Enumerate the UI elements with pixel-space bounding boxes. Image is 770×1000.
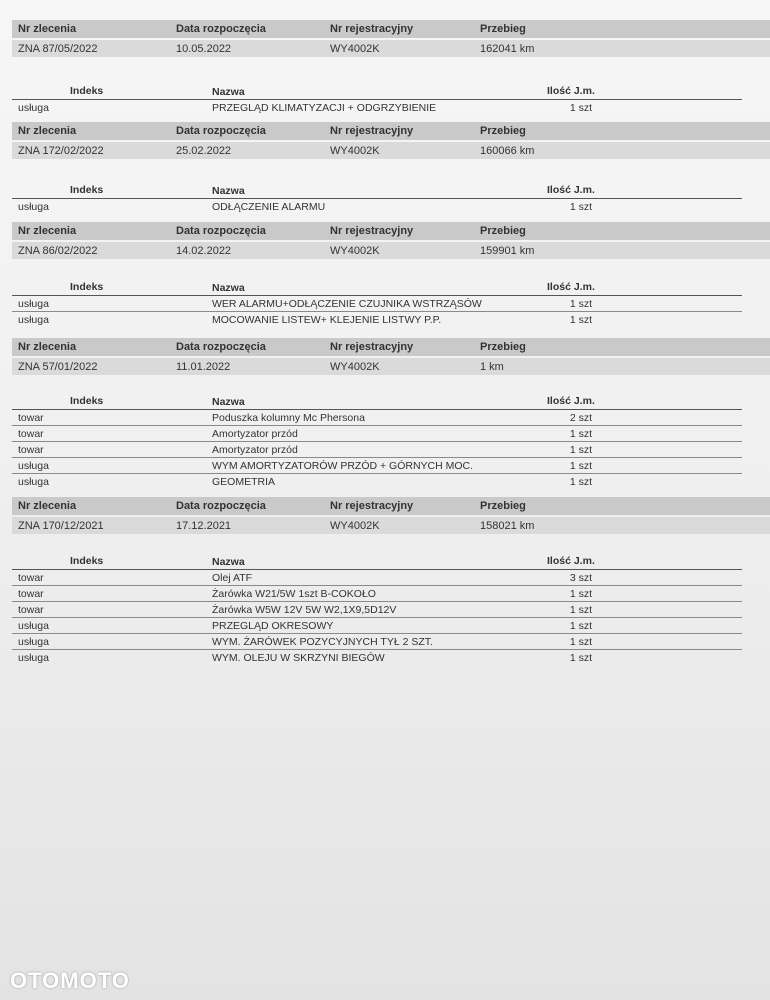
item-index: towar — [18, 588, 44, 600]
order-start-date: 25.02.2022 — [176, 145, 232, 157]
order-start-date: 10.05.2022 — [176, 43, 232, 55]
label-name: Nazwa — [212, 556, 245, 568]
label-name: Nazwa — [212, 282, 245, 294]
label-mileage: Przebieg — [480, 225, 526, 237]
order-mileage: 158021 km — [480, 520, 535, 532]
order-header-values — [12, 517, 770, 534]
order-header-labels — [12, 20, 770, 38]
item-name: PRZEGLĄD OKRESOWY — [212, 620, 334, 632]
label-start-date: Data rozpoczęcia — [176, 225, 266, 237]
item-index: usługa — [18, 460, 49, 472]
item-qty: 1 szt — [569, 636, 592, 648]
item-index: usługa — [18, 298, 49, 310]
table-row — [12, 586, 742, 602]
label-index: Indeks — [70, 184, 104, 196]
items-table — [12, 84, 742, 115]
item-index: usługa — [18, 476, 49, 488]
item-index: towar — [18, 428, 44, 440]
order-header-values — [12, 40, 770, 57]
item-name: Poduszka kolumny Mc Phersona — [212, 412, 365, 424]
item-qty: 1 szt — [569, 428, 592, 440]
item-qty: 1 szt — [569, 314, 592, 326]
item-name: Amortyzator przód — [212, 444, 298, 456]
item-qty: 1 szt — [569, 588, 592, 600]
label-reg-no: Nr rejestracyjny — [330, 500, 414, 512]
order-header-block — [12, 222, 770, 259]
label-order-no: Nr zlecenia — [18, 341, 77, 353]
order-mileage: 159901 km — [480, 245, 535, 257]
item-qty: 1 szt — [569, 298, 592, 310]
order-header-block — [12, 338, 770, 375]
order-header-values — [12, 358, 770, 375]
item-qty: 1 szt — [569, 620, 592, 632]
item-qty: 2 szt — [569, 412, 592, 424]
items-header — [12, 280, 742, 296]
watermark-logo: OTOMOTO — [10, 968, 130, 993]
table-row — [12, 650, 742, 665]
label-qty-unit: Ilość J.m. — [547, 555, 595, 567]
order-mileage: 162041 km — [480, 43, 535, 55]
label-qty-unit: Ilość J.m. — [547, 85, 595, 97]
item-qty: 1 szt — [569, 604, 592, 616]
item-index: usługa — [18, 314, 49, 326]
label-start-date: Data rozpoczęcia — [176, 125, 266, 137]
table-row — [12, 442, 742, 458]
table-row — [12, 312, 742, 327]
order-header-labels — [12, 497, 770, 515]
item-name: GEOMETRIA — [212, 476, 276, 488]
label-name: Nazwa — [212, 86, 245, 98]
table-row — [12, 410, 742, 426]
table-row — [12, 570, 742, 586]
item-name: WYM. ŻARÓWEK POZYCYJNYCH TYŁ 2 SZT. — [212, 636, 433, 648]
order-start-date: 14.02.2022 — [176, 245, 232, 257]
item-index: usługa — [18, 636, 49, 648]
item-index: towar — [18, 412, 44, 424]
item-index: usługa — [18, 620, 49, 632]
label-index: Indeks — [70, 281, 104, 293]
label-qty-unit: Ilość J.m. — [547, 184, 595, 196]
order-header-labels — [12, 338, 770, 356]
item-index: towar — [18, 444, 44, 456]
item-name: WER ALARMU+ODŁĄCZENIE CZUJNIKA WSTRZĄSÓW — [212, 298, 482, 310]
label-mileage: Przebieg — [480, 23, 526, 35]
label-reg-no: Nr rejestracyjny — [330, 225, 414, 237]
label-index: Indeks — [70, 85, 104, 97]
items-header — [12, 84, 742, 100]
table-row — [12, 474, 742, 489]
label-qty-unit: Ilość J.m. — [547, 281, 595, 293]
table-row — [12, 296, 742, 312]
label-order-no: Nr zlecenia — [18, 225, 77, 237]
item-qty: 1 szt — [569, 460, 592, 472]
order-reg-no: WY4002K — [330, 245, 380, 257]
order-reg-no: WY4002K — [330, 520, 380, 532]
table-row — [12, 458, 742, 474]
label-order-no: Nr zlecenia — [18, 23, 77, 35]
label-start-date: Data rozpoczęcia — [176, 23, 266, 35]
order-header-block — [12, 20, 770, 57]
item-name: WYM. OLEJU W SKRZYNI BIEGÓW — [212, 652, 385, 664]
label-name: Nazwa — [212, 396, 245, 408]
order-reg-no: WY4002K — [330, 43, 380, 55]
items-header — [12, 394, 742, 410]
item-name: Amortyzator przód — [212, 428, 298, 440]
label-reg-no: Nr rejestracyjny — [330, 125, 414, 137]
label-name: Nazwa — [212, 185, 245, 197]
item-name: ODŁĄCZENIE ALARMU — [212, 201, 326, 213]
order-reg-no: WY4002K — [330, 361, 380, 373]
label-reg-no: Nr rejestracyjny — [330, 341, 414, 353]
item-qty: 3 szt — [569, 572, 592, 584]
item-index: towar — [18, 604, 44, 616]
label-mileage: Przebieg — [480, 500, 526, 512]
label-index: Indeks — [70, 555, 104, 567]
items-header — [12, 554, 742, 570]
order-header-block — [12, 497, 770, 534]
order-start-date: 17.12.2021 — [176, 520, 232, 532]
item-qty: 1 szt — [569, 476, 592, 488]
items-table — [12, 554, 742, 665]
order-mileage: 160066 km — [480, 145, 535, 157]
label-order-no: Nr zlecenia — [18, 125, 77, 137]
order-header-labels — [12, 122, 770, 140]
order-reg-no: WY4002K — [330, 145, 380, 157]
item-name: PRZEGLĄD KLIMATYZACJI + ODGRZYBIENIE — [212, 102, 437, 114]
item-qty: 1 szt — [569, 444, 592, 456]
item-index: usługa — [18, 201, 49, 213]
order-header-values — [12, 242, 770, 259]
item-name: WYM AMORTYZATORÓW PRZÓD + GÓRNYCH MOC. — [212, 460, 474, 472]
order-header-block — [12, 122, 770, 159]
label-reg-no: Nr rejestracyjny — [330, 23, 414, 35]
table-row — [12, 199, 742, 214]
label-order-no: Nr zlecenia — [18, 500, 77, 512]
item-qty: 1 szt — [569, 652, 592, 664]
items-table — [12, 183, 742, 214]
table-row — [12, 426, 742, 442]
order-number: ZNA 57/01/2022 — [18, 361, 98, 373]
table-row — [12, 634, 742, 650]
order-number: ZNA 170/12/2021 — [18, 520, 104, 532]
order-header-values — [12, 142, 770, 159]
item-name: Olej ATF — [212, 572, 253, 584]
order-number: ZNA 172/02/2022 — [18, 145, 104, 157]
item-name: MOCOWANIE LISTEW+ KLEJENIE LISTWY P.P. — [212, 314, 442, 326]
item-index: towar — [18, 572, 44, 584]
label-start-date: Data rozpoczęcia — [176, 341, 266, 353]
table-row — [12, 602, 742, 618]
order-start-date: 11.01.2022 — [176, 361, 231, 373]
item-name: Żarówka W21/5W 1szt B-COKOŁO — [212, 588, 376, 600]
label-mileage: Przebieg — [480, 341, 526, 353]
item-qty: 1 szt — [569, 201, 592, 213]
item-name: Żarówka W5W 12V 5W W2,1X9,5D12V — [212, 604, 397, 616]
item-index: usługa — [18, 652, 49, 664]
label-start-date: Data rozpoczęcia — [176, 500, 266, 512]
order-mileage: 1 km — [480, 361, 504, 373]
label-index: Indeks — [70, 395, 104, 407]
table-row — [12, 100, 742, 115]
items-table — [12, 394, 742, 489]
order-header-labels — [12, 222, 770, 240]
label-qty-unit: Ilość J.m. — [547, 395, 595, 407]
items-table — [12, 280, 742, 327]
items-header — [12, 183, 742, 199]
table-row — [12, 618, 742, 634]
item-qty: 1 szt — [569, 102, 592, 114]
order-number: ZNA 87/05/2022 — [18, 43, 98, 55]
label-mileage: Przebieg — [480, 125, 526, 137]
item-index: usługa — [18, 102, 49, 114]
order-number: ZNA 86/02/2022 — [18, 245, 98, 257]
